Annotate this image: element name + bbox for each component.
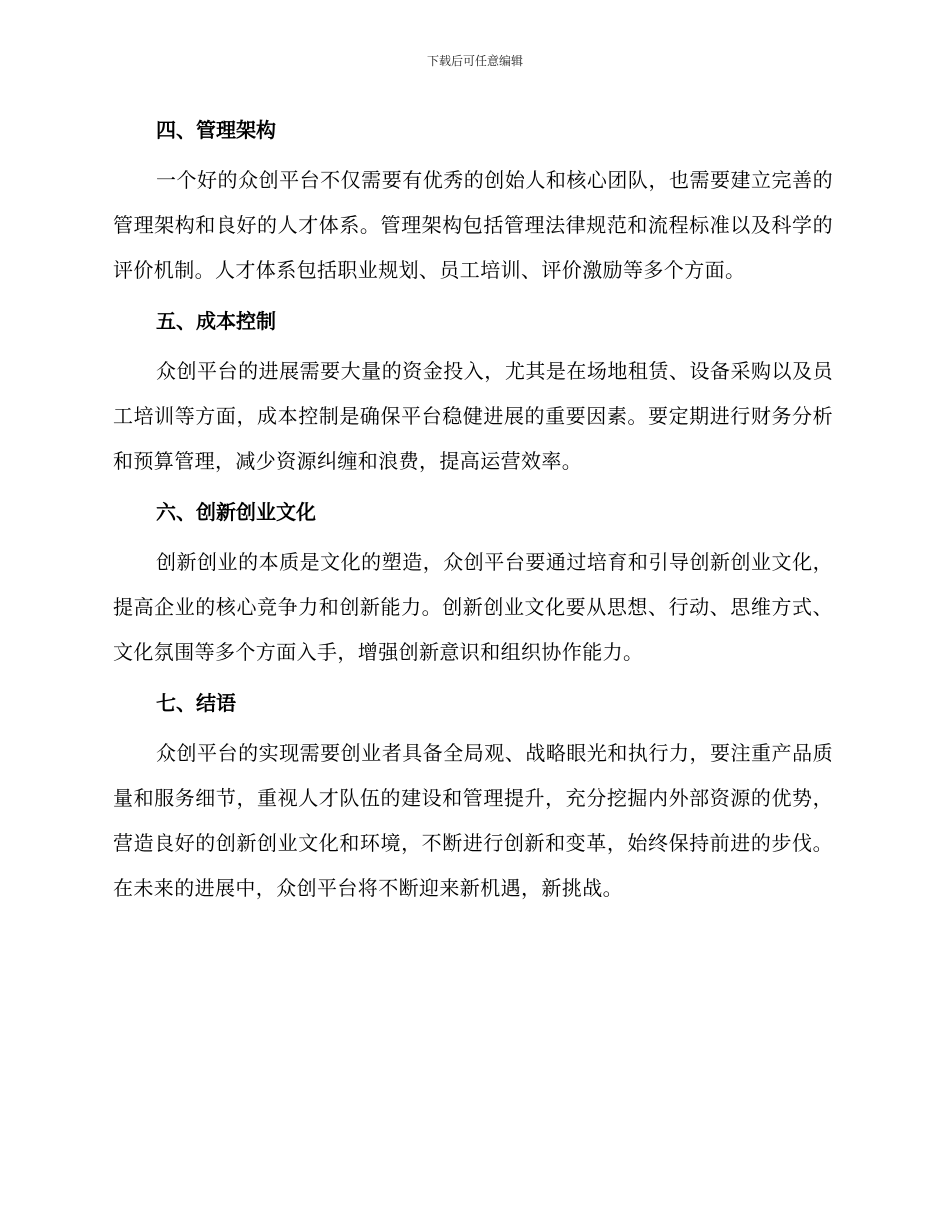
section-heading: 四、管理架构 [156,118,276,142]
section-paragraph: 众创平台的实现需要创业者具备全局观、战略眼光和执行力，要注重产品质量和服务细节，重视人才队伍的建设和管理提升，充分挖掘内外部资源的优势，营造良好的创新创业文化和环境，不断进行创新和变革，始终保持前进的步伐。在未来的进展中，众创平台将不断迎来新机遇，新挑战。 [113,741,833,900]
section-heading: 六、创新创业文化 [156,500,316,524]
section-paragraph: 众创平台的进展需要大量的资金投入，尤其是在场地租赁、设备采购以及员工培训等方面，成本控制是确保平台稳健进展的重要因素。要定期进行财务分析和预算管理，减少资源纠缠和浪费，提高运营效率。 [113,359,833,473]
document-body [113,112,833,921]
section-cost-control [113,303,833,484]
section-paragraph: 一个好的众创平台不仅需要有优秀的创始人和核心团队，也需要建立完善的管理架构和良好的人才体系。管理架构包括管理法律规范和流程标准以及科学的评价机制。人才体系包括职业规划、员工培训、评价激励等多个方面。 [113,168,833,282]
section-paragraph: 创新创业的本质是文化的塑造，众创平台要通过培育和引导创新创业文化，提高企业的核心竞争力和创新能力。创新创业文化要从思想、行动、思维方式、文化氛围等多个方面入手，增强创新意识和组织协作能力。 [113,550,833,664]
page-header: 下载后可任意编辑 [426,54,523,68]
section-management-structure [113,112,833,293]
section-innovation-culture [113,494,833,675]
section-heading: 五、成本控制 [156,309,276,333]
section-conclusion [113,685,833,911]
section-heading: 七、结语 [156,691,236,715]
